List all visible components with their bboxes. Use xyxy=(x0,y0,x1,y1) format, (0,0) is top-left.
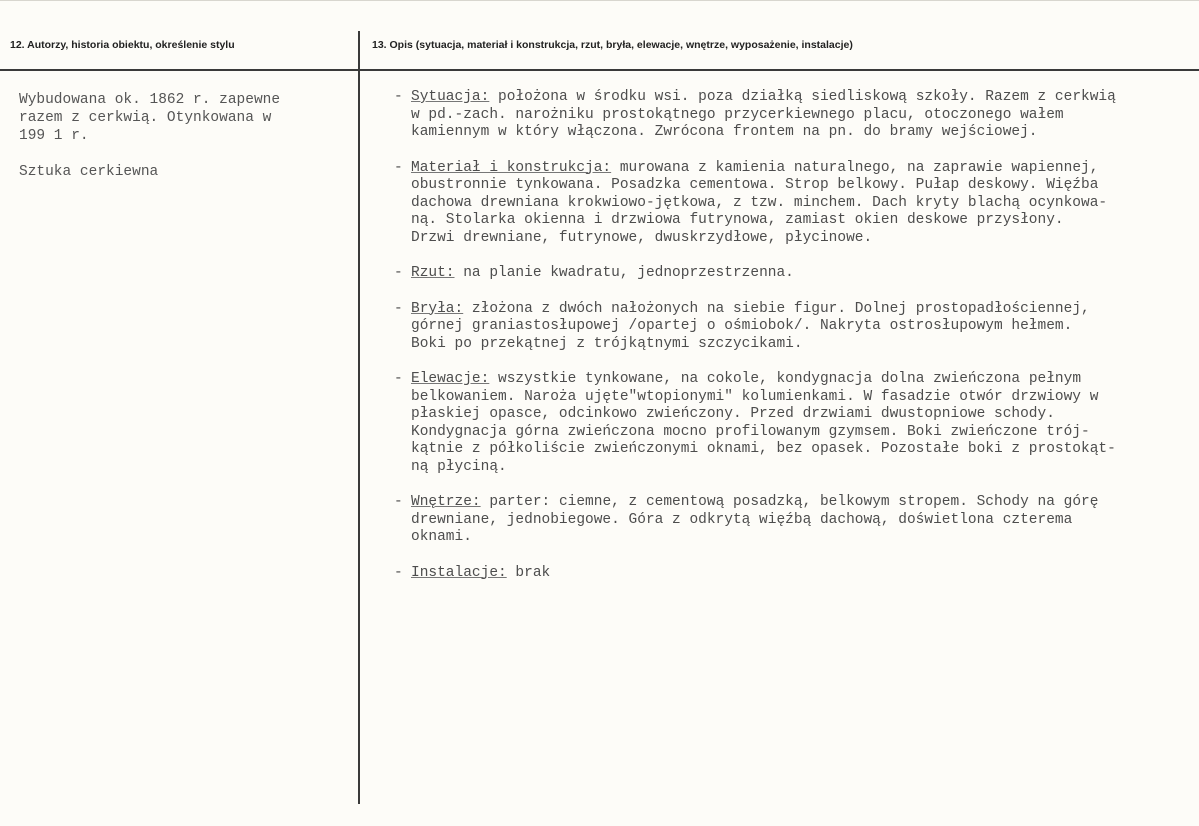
entry-label: Materiał i konstrukcja: xyxy=(411,159,612,176)
entry-text: położona w środku wsi. poza działką siedliskową szkoły. Razem z cerkwią w pd.-zach. narożniku prostokątnego przycerkiewnego placu, otoczonego wałem kamiennym w który włączona. Zwrócona frontem na pn. do bramy wejściowej. xyxy=(411,89,1116,140)
entry-text: na planie kwadratu, jednoprzestrzenna. xyxy=(454,265,794,281)
section-13-header: 13. Opis (sytuacja, materiał i konstrukcja, rzut, bryła, elewacje, wnętrze, wyposażenie, instalacje) xyxy=(372,39,853,51)
entry-text: murowana z kamienia naturalnego, na zaprawie wapiennej, obustronnie tynkowana. Posadzka cementowa. Strop belkowy. Pułap deskowy. Więźba dachowa drewniana krokwiowo-jętkowa, z tzw. minchem. Dach kryty blachą ocynkowa- ną. Stolarka okienna i drzwiowa futrynowa, zamiast okien deskowe przysłony. Drzwi drewniane, futrynowe, dwuskrzydłowe, płycinowe. xyxy=(411,159,1108,246)
entry-label: Instalacje: xyxy=(411,564,507,581)
entry-label: Sytuacja: xyxy=(411,89,490,105)
entry-label: Bryła: xyxy=(411,300,464,317)
entry-label: Rzut: xyxy=(411,265,455,281)
entry-dash: - xyxy=(394,371,403,387)
entry-text: wszystkie tynkowane, na cokole, kondygnacja dolna zwieńczona pełnym belkowaniem. Naroża ujęte"wtopionymi" kolumienkami. W fasadzie otwór drzwiowy w płaskiej opasce, odcinkowo zwieńczony. Przed drzwiami dwustopniowe schody. Kondygnacja górna zwieńczona mocno profilowanym gzymsem. Boki zwieńczone trój- kątnie z półkoliście zwieńczonymi oknami, bez opasek. Pozostałe boki z prostokąt- ną płyciną. xyxy=(411,371,1116,475)
history-text: Wybudowana ok. 1862 r. zapewne razem z cerkwią. Otynkowana w 199 1 r. xyxy=(19,92,281,144)
entry-text: brak xyxy=(506,564,551,581)
column-divider xyxy=(358,31,360,804)
entry-wnetrze xyxy=(394,494,1194,547)
header-rule xyxy=(0,69,1199,71)
style-text: Sztuka cerkiewna xyxy=(19,164,159,180)
entry-elewacje xyxy=(394,371,1194,476)
entry-dash: - xyxy=(394,300,403,317)
entry-dash: - xyxy=(394,159,403,176)
entry-rzut xyxy=(394,265,1194,283)
entry-label: Elewacje: xyxy=(411,371,490,387)
entry-dash: - xyxy=(394,265,403,281)
entry-dash: - xyxy=(394,564,403,581)
section-12-header: 12. Autorzy, historia obiektu, określenie stylu xyxy=(10,39,235,51)
entry-text: parter: ciemne, z cementową posadzką, belkowym stropem. Schody na górę drewniane, jednobiegowe. Góra z odkrytą więźbą dachową, doświetlona czterema oknami. xyxy=(411,494,1099,545)
entry-dash: - xyxy=(394,89,403,105)
entry-label: Wnętrze: xyxy=(411,494,481,510)
description-column xyxy=(394,89,1194,600)
entry-dash: - xyxy=(394,494,403,510)
entry-bryla xyxy=(394,301,1194,354)
history-column xyxy=(19,91,339,199)
entry-text: złożona z dwóch nałożonych na siebie figur. Dolnej prostopadłościennej, górnej graniastosłupowej /opartej o ośmiobok/. Nakryta ostrosłupowym hełmem. Boki po przekątnej z trójkątnymi szczycikami. xyxy=(411,300,1090,352)
entry-instalacje xyxy=(394,565,1194,583)
entry-sytuacja xyxy=(394,89,1194,142)
entry-material xyxy=(394,160,1194,248)
